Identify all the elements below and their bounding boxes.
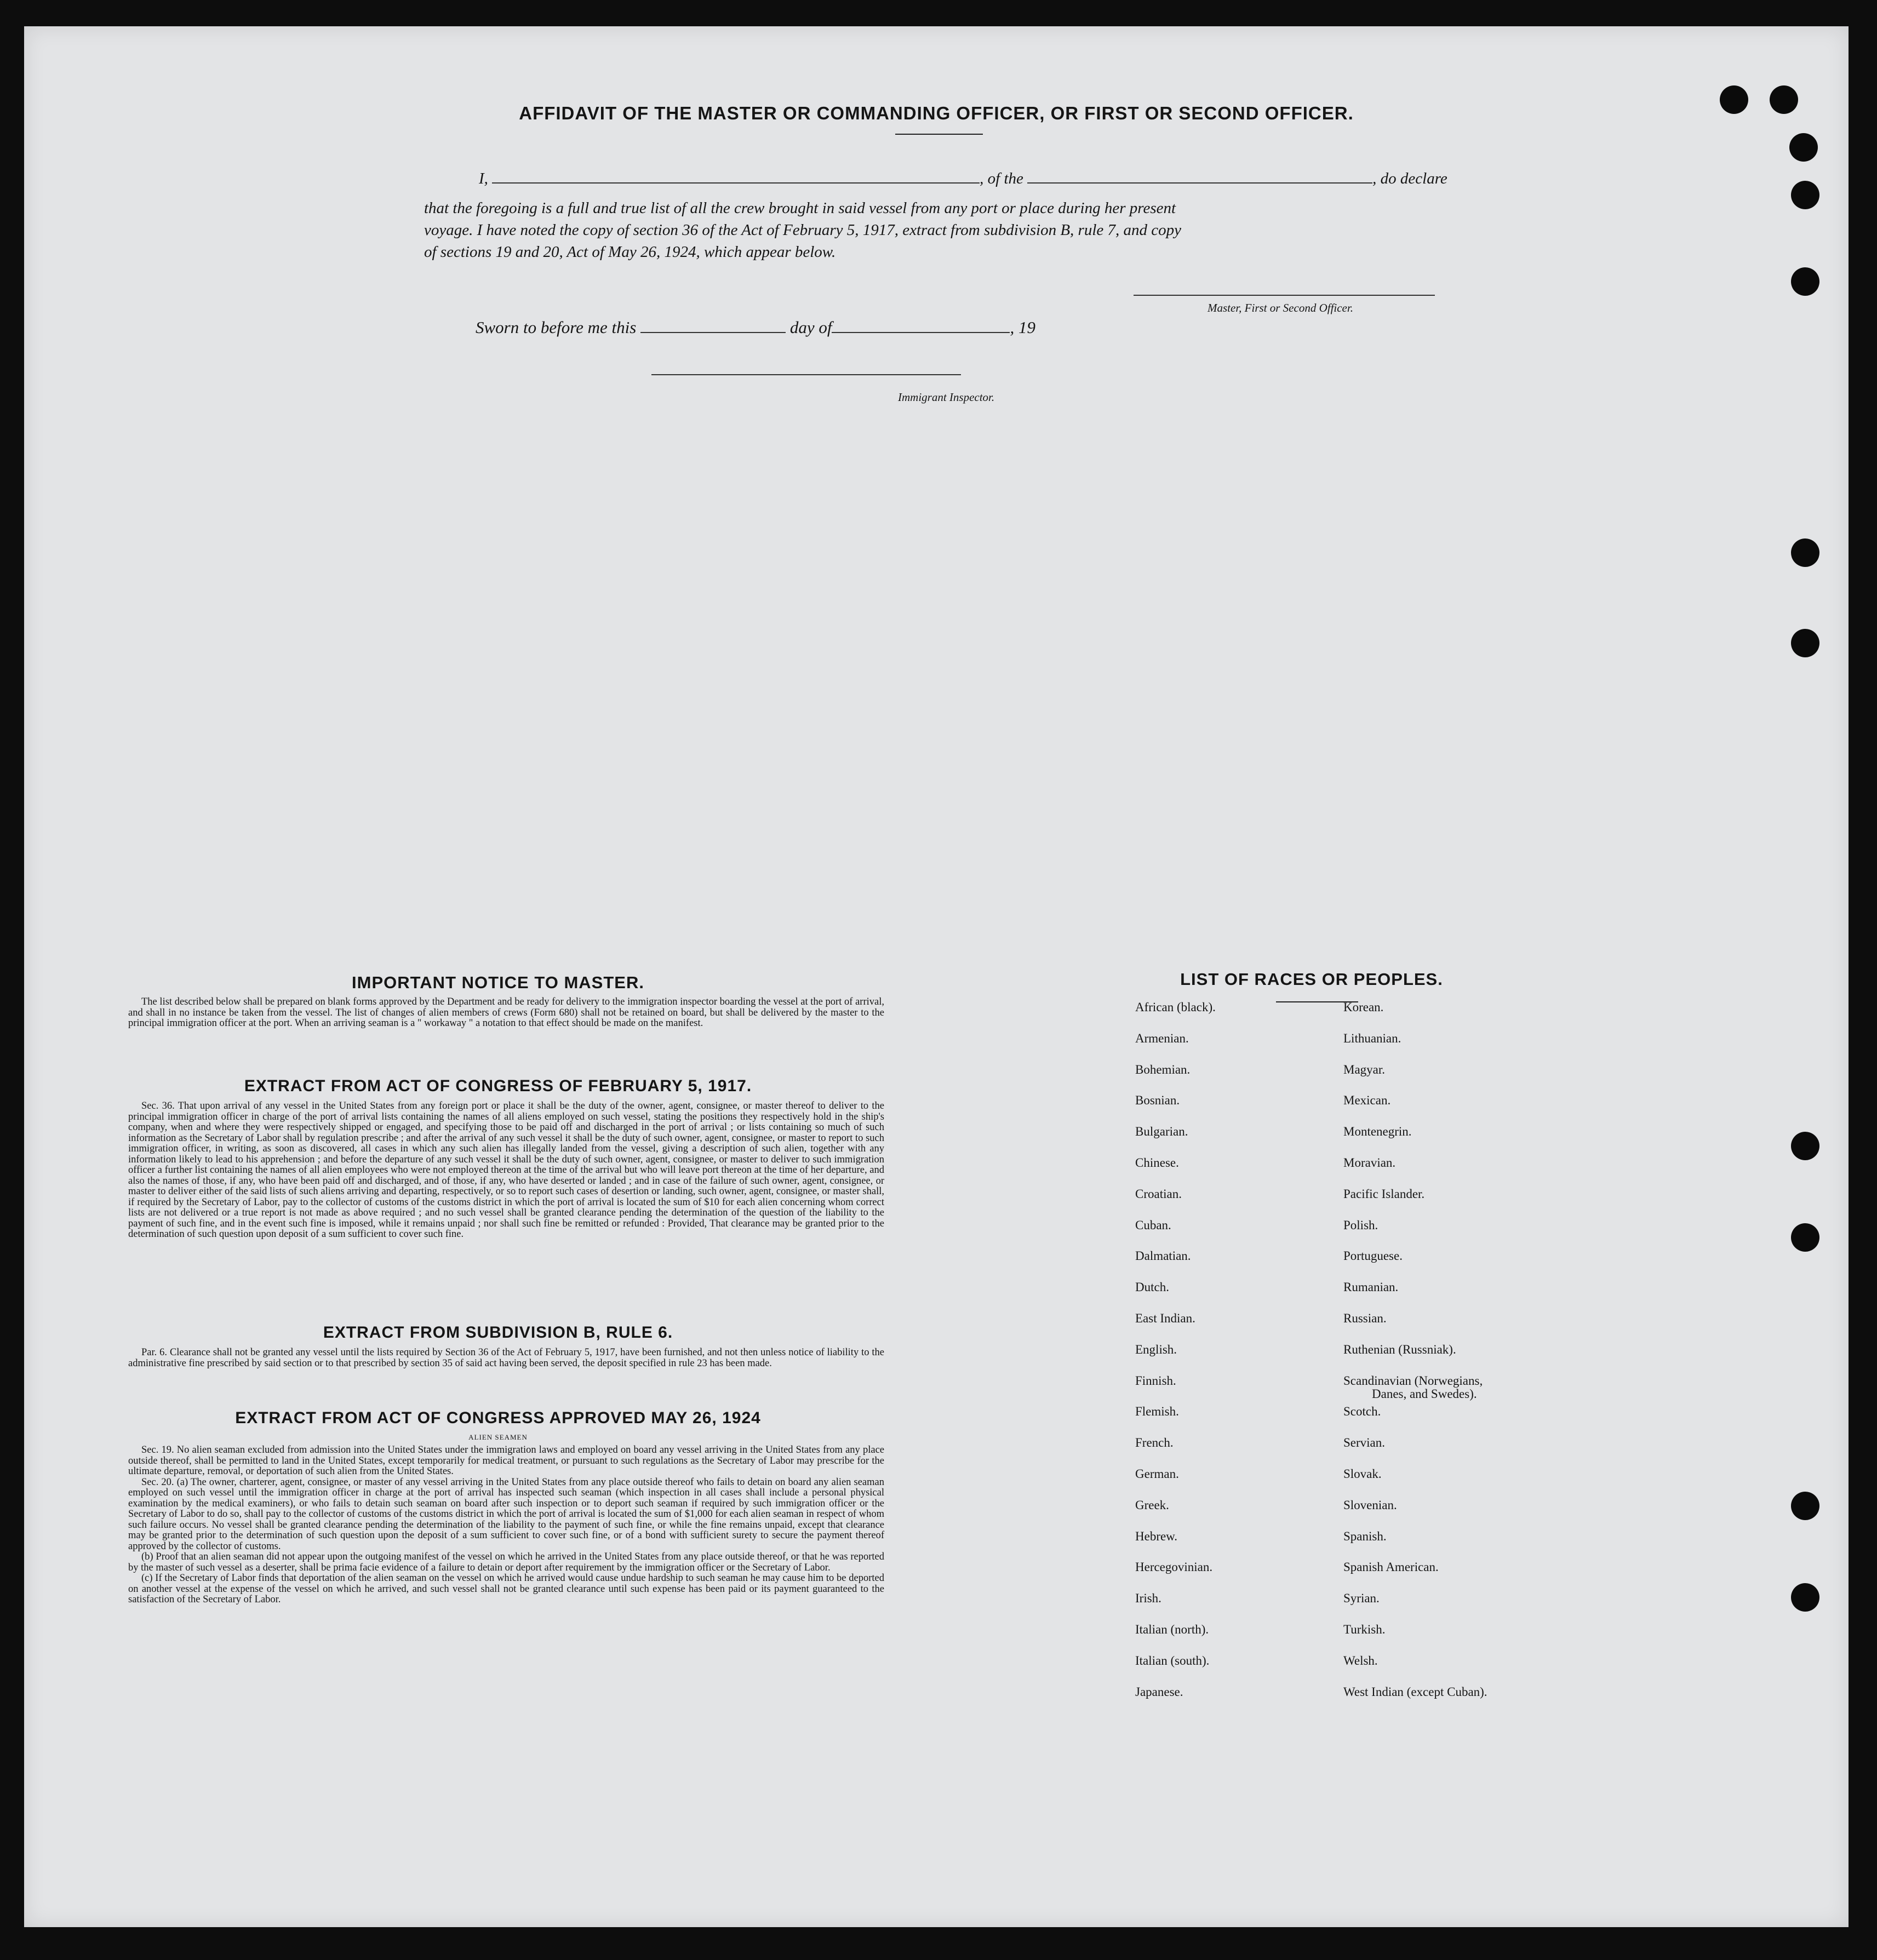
sworn-day-blank: [640, 332, 786, 333]
punch-hole: [1791, 181, 1819, 209]
inspector-signature-line: [651, 374, 961, 375]
race-item: Syrian.: [1343, 1591, 1380, 1606]
declaration-line-4: of sections 19 and 20, Act of May 26, 1924, which appear below.: [424, 243, 836, 261]
race-item: Japanese.: [1135, 1684, 1183, 1699]
race-item: Bosnian.: [1135, 1093, 1180, 1108]
race-item: West Indian (except Cuban).: [1343, 1684, 1487, 1699]
punch-hole: [1791, 1583, 1819, 1612]
punch-hole: [1791, 1492, 1819, 1520]
race-item: Moravian.: [1343, 1156, 1396, 1170]
races-title: LIST OF RACES OR PEOPLES.: [1180, 970, 1443, 989]
vessel-blank: [1027, 182, 1372, 184]
inspector-label: Immigrant Inspector.: [898, 391, 995, 404]
race-item: Slovak.: [1343, 1467, 1382, 1481]
title-underline: [895, 134, 983, 135]
race-item: English.: [1135, 1342, 1177, 1356]
declaration-of-the: , of the: [980, 170, 1023, 187]
paragraph-6: Par. 6. Clearance shall not be granted any vessel until the lists required by Section 36 of the Act of February 5, 1917, have been furnished, and not then unless notice of liability to the administrative fine prescribed by said section or to that prescribed by section 35 of said act having been served, the deposit specified in rule 23 has been made.: [128, 1347, 884, 1369]
race-item: Ruthenian (Russniak).: [1343, 1342, 1456, 1356]
extract-1924-title: EXTRACT FROM ACT OF CONGRESS APPROVED MAY 26, 1924: [235, 1409, 761, 1427]
race-item: Dutch.: [1135, 1280, 1169, 1294]
race-item: Italian (south).: [1135, 1653, 1210, 1667]
punch-hole: [1791, 1223, 1819, 1252]
extract-rule6-body: [128, 1348, 884, 1369]
extract-rule6-title: EXTRACT FROM SUBDIVISION B, RULE 6.: [323, 1323, 673, 1342]
race-item: Dalmatian.: [1135, 1249, 1191, 1263]
extract-1917-title: EXTRACT FROM ACT OF CONGRESS OF FEBRUARY 5, 1917.: [244, 1077, 752, 1095]
race-item: Slovenian.: [1343, 1498, 1397, 1512]
race-item: German.: [1135, 1467, 1179, 1481]
race-item: African (black).: [1135, 1000, 1216, 1014]
punch-hole: [1791, 267, 1819, 296]
punch-hole: [1791, 538, 1819, 567]
race-item: Portuguese.: [1343, 1249, 1403, 1263]
race-item: Greek.: [1135, 1498, 1169, 1512]
declaration-line-1: [479, 168, 1447, 190]
race-item: French.: [1135, 1436, 1174, 1450]
race-item: Mexican.: [1343, 1093, 1391, 1108]
declaration-line-2: that the foregoing is a full and true list of all the crew brought in said vessel from any port or place during her present: [424, 199, 1176, 217]
race-item: Bohemian.: [1135, 1062, 1191, 1076]
declaration-do-declare: , do declare: [1372, 170, 1447, 187]
notice-paragraph: The list described below shall be prepared on blank forms approved by the Department and be ready for delivery to the immigration inspector boarding the vessel at the port of arrival, and shall in no instance be taken from the vessel. The list of changes of alien members of crews (Form 680) shall not be retained on board, but shall be delivered by the master to the principal immigration officer at the port. When an arriving seaman is a " workaway " a notation to that effect should be made on the manifest.: [128, 996, 884, 1029]
section-20a-paragraph: Sec. 20. (a) The owner, charterer, agent, consignee, or master of any vessel arriving in the United States from any place outside thereof who fails to detain on board any alien seaman employed on such vessel until the immigration officer in charge at the port of arrival has inspected such seaman (which inspection in all cases shall include a personal physical examination by the medical examiners), or who fails to detain such seaman on board after such inspection or to deport such seaman if required by such immigration officer or the Secretary of Labor to do so, shall pay to the collector of customs of the customs district in which the port of arrival is located the sum of $1,000 for each alien seaman in respect of whom such failure occurs. No vessel shall be granted clearance pending the determination of the liability to the payment of such fine, or while the fine remains unpaid, except that clearance may be granted prior to the determination of such question upon the deposit of a sum sufficient to cover such fine, or of a bond with sufficient surety to secure the payment thereof approved by the collector of customs.: [128, 1476, 884, 1552]
affidavit-title: AFFIDAVIT OF THE MASTER OR COMMANDING OFFICER, OR FIRST OR SECOND OFFICER.: [519, 103, 1354, 123]
day-of-text: day of: [789, 318, 832, 337]
race-item: Turkish.: [1343, 1623, 1386, 1636]
punch-hole: [1789, 133, 1818, 162]
race-item: Rumanian.: [1343, 1280, 1399, 1294]
extract-1917-body: [128, 1101, 884, 1240]
sworn-line: [476, 318, 1035, 337]
race-item: Welsh.: [1343, 1653, 1378, 1667]
race-item: Cuban.: [1135, 1218, 1171, 1232]
race-item: Flemish.: [1135, 1405, 1179, 1419]
year-text: , 19: [1010, 318, 1035, 337]
race-item-continuation: Danes, and Swedes).: [1372, 1386, 1477, 1401]
punch-hole: [1791, 1132, 1819, 1160]
race-item: East Indian.: [1135, 1311, 1195, 1325]
race-item: Armenian.: [1135, 1031, 1189, 1045]
master-signature-line: [1134, 295, 1435, 296]
section-19-paragraph: Sec. 19. No alien seaman excluded from admission into the United States under the immigration laws and employed on board any vessel arriving in the United States from any place outside thereof, shall be permitted to land in the United States, except temporarily for medical treatment, or pursuant to such regulations as the Secretary of Labor may prescribe for the ultimate departure, removal, or deportation of such alien from the United States.: [128, 1445, 884, 1477]
race-item: Croatian.: [1135, 1187, 1182, 1201]
master-signature-label: Master, First or Second Officer.: [1208, 301, 1353, 314]
race-item: Pacific Islander.: [1343, 1187, 1425, 1201]
declaration-line-3: voyage. I have noted the copy of section 36 of the Act of February 5, 1917, extract from subdivision B, rule 7, and copy: [424, 221, 1182, 239]
extract-1924-body: [128, 1445, 884, 1606]
race-item: Lithuanian.: [1343, 1031, 1401, 1045]
race-item: Montenegrin.: [1343, 1125, 1412, 1139]
declaration-i: I,: [479, 170, 488, 187]
race-item: Finnish.: [1135, 1373, 1176, 1388]
race-item: Scandinavian (Norwegians,: [1343, 1373, 1483, 1388]
punch-hole: [1791, 629, 1819, 657]
race-item: Scotch.: [1343, 1405, 1381, 1419]
race-item: Italian (north).: [1135, 1623, 1209, 1636]
notice-body: [128, 997, 884, 1029]
race-item: Irish.: [1135, 1591, 1161, 1606]
race-item: Hebrew.: [1135, 1529, 1178, 1543]
section-36-paragraph: Sec. 36. That upon arrival of any vessel in the United States from any foreign port or place it shall be the duty of the owner, agent, consignee, or master thereof to deliver to the principal immigration officer in charge of the port of arrival lists containing the names of all aliens employed on such vessel, stating the positions they respectively hold in the ship's company, when and where they were respectively shipped or engaged, and specifying those to be paid off and discharged in the port of arrival ; or lists containing so much of such information as the Secretary of Labor shall by regulation prescribe ; and after the arrival of any such vessel it shall be the duty of such owner, agent, consignee, or master to report to such immigration officer, in writing, as soon as discovered, all cases in which any such alien has illegally landed from the vessel, giving a description of such alien, together with any information likely to lead to his apprehension ; and before the departure of any such vessel it shall be the duty of such owner, agent, consignee, or master to deliver to such immigration officer a further list containing the names of all alien employees who were not employed thereon at the time of the arrival but who will leave port thereon at the time of her departure, and also the names of those, if any, who have been paid off and discharged, and of those, if any, who have deserted or landed ; and in case of the failure of such owner, agent, consignee, or master to deliver either of the said lists of such aliens arriving and departing, respectively, or so to report such cases of desertion or landing, such owner, agent, consignee, or master shall, if required by the Secretary of Labor, pay to the collector of customs of the customs district in which the port of arrival is located the sum of $10 for each alien concerning whom correct lists are not delivered or a true report is not made as above required ; and no such vessel shall be granted clearance pending the determination of the question of the liability to the payment of such fine, and in the event such fine is imposed, while it remains unpaid ; nor shall such fine be remitted or refunded : Provided, That clearance may be granted prior to the determination of such question upon deposit of a sum sufficient to cover such fine.: [128, 1101, 884, 1240]
document-page: [24, 26, 1849, 1927]
section-20c-paragraph: (c) If the Secretary of Labor finds that deportation of the alien seaman on the vessel on which he arrived would cause undue hardship to such seaman he may cause him to be deported on another vessel at the expense of the vessel on which he arrived, and such vessel shall not be granted clearance until such expense has been paid or its payment guaranteed to the satisfaction of the Secretary of Labor.: [128, 1573, 884, 1605]
alien-seamen-subhead: ALIEN SEAMEN: [468, 1433, 528, 1441]
section-20b-paragraph: (b) Proof that an alien seaman did not appear upon the outgoing manifest of the vessel on which he arrived in the United States from any place outside thereof, or that he was reported by the master of such vessel as a deserter, shall be prima facie evidence of a failure to detain or deport after requirement by the immigration officer or the Secretary of Labor.: [128, 1551, 884, 1573]
race-item: Chinese.: [1135, 1156, 1179, 1170]
race-item: Russian.: [1343, 1311, 1387, 1325]
race-item: Magyar.: [1343, 1062, 1386, 1076]
sworn-month-blank: [832, 332, 1010, 333]
race-item: Hercegovinian.: [1135, 1560, 1213, 1574]
notice-title: IMPORTANT NOTICE TO MASTER.: [352, 973, 644, 992]
race-item: Korean.: [1343, 1000, 1384, 1014]
race-item: Bulgarian.: [1135, 1125, 1188, 1139]
race-item: Spanish.: [1343, 1529, 1387, 1543]
sworn-text: Sworn to before me this: [476, 318, 637, 337]
name-blank: [492, 182, 980, 184]
race-item: Polish.: [1343, 1218, 1378, 1232]
race-item: Spanish American.: [1343, 1560, 1439, 1574]
race-item: Servian.: [1343, 1436, 1386, 1450]
